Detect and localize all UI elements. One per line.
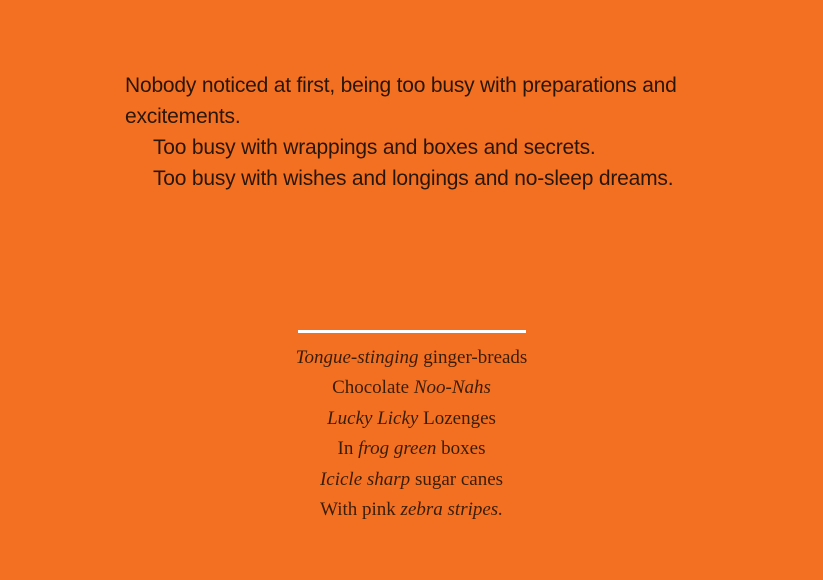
verse-line-4-italic: frog green — [358, 438, 437, 460]
verse-line-1-italic: Tongue-stinging — [295, 347, 419, 368]
verse-line-2 — [0, 373, 823, 403]
verse-line-4 — [0, 434, 823, 464]
verse-line-6-roman: With pink — [320, 499, 401, 521]
verse-line-2-italic: Noo-Nahs — [413, 377, 491, 399]
verse-line-1-roman: ginger-breads — [418, 347, 528, 368]
verse-line-4-roman-a: In — [337, 438, 359, 460]
verse-line-2-roman: Chocolate — [332, 377, 414, 399]
prose-paragraph-1: Nobody noticed at first, being too busy with preparations and excitements. — [125, 74, 677, 128]
verse-line-6-italic: zebra stripes. — [400, 499, 503, 521]
prose-paragraph-3: Too busy with wishes and longings and no-sleep dreams. — [153, 167, 674, 190]
prose-block — [125, 70, 695, 194]
verse-block — [0, 343, 823, 525]
verse-line-3-roman: Lozenges — [418, 407, 496, 429]
verse-line-4-roman-b: boxes — [436, 438, 486, 460]
verse-line-5-italic: Icicle sharp — [319, 468, 411, 490]
divider-rule — [298, 330, 526, 333]
verse-line-1 — [0, 343, 823, 373]
verse-line-3 — [0, 404, 823, 434]
verse-line-5 — [0, 465, 823, 495]
verse-line-5-roman: sugar canes — [410, 468, 504, 490]
verse-line-3-italic: Lucky Licky — [327, 407, 419, 429]
verse-line-6 — [0, 495, 823, 525]
prose-paragraph-2: Too busy with wrappings and boxes and secrets. — [153, 136, 596, 159]
